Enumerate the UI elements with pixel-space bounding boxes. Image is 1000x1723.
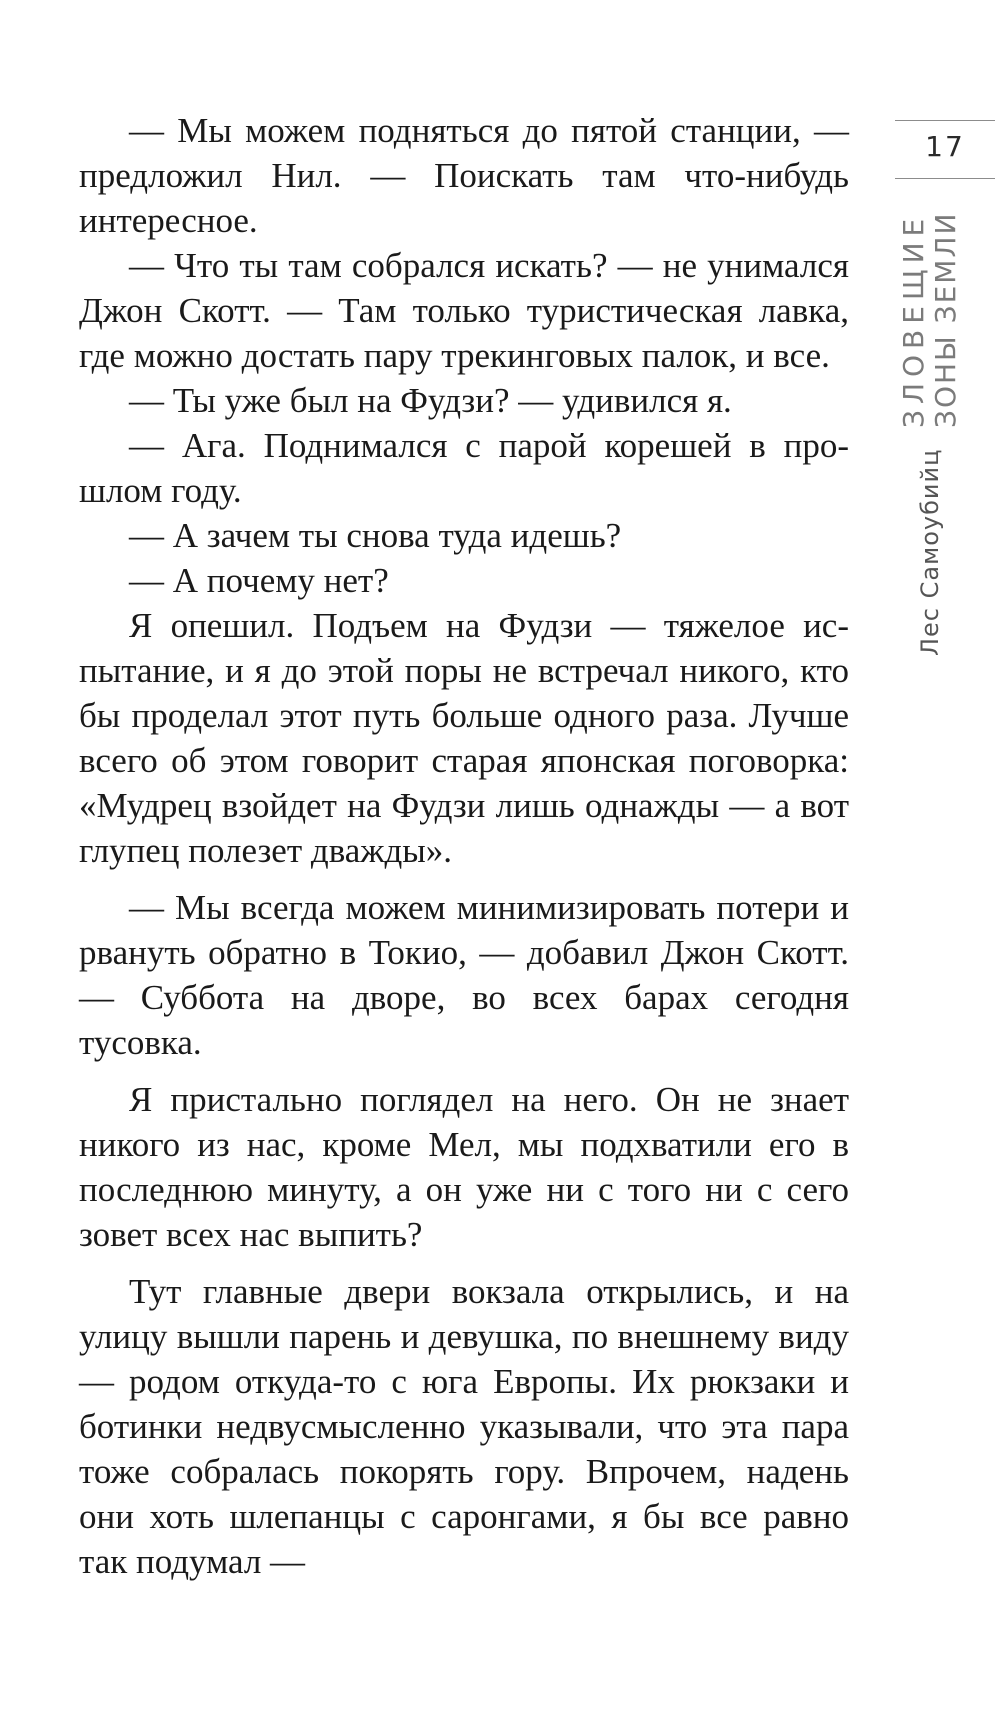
paragraph: Я опешил. Подъем на Фудзи — тяжелое испытание, и я до этой поры не встречал никого, кто бы проделал этот путь больше одного раза. Лучше всего об этом говорит старая японская поговорка: «Мудрец взойдет на Фудзи лишь однажды — а вот глупец полезет дважды». [79,606,849,870]
body-text [79,108,849,1584]
author-title: Лес Самоубийц [916,448,944,656]
page-number-rule-top [895,120,995,121]
paragraph: — Ты уже был на Фудзи? — удивился я. [129,381,732,420]
page-number-rule-bottom [895,178,995,179]
paragraph: Я пристально поглядел на него. Он не знает никого из нас, кроме Мел, мы подхватили его в последнюю минуту, а он уже ни с того ни с сего зовет всех нас выпить? [79,1080,849,1254]
paragraph: — А зачем ты снова туда идешь? [129,516,622,555]
paragraph: — Что ты там собрался искать? — не унимался Джон Скотт. — Там только туристическая лавка, где можно достать пару трекинговых палок, и все. [79,246,849,375]
paragraph: — Мы всегда можем минимизировать потери и рвануть обратно в Токио, — добавил Джон Скотт. — Суббота на дворе, во всех барах сегодня тусовка. [79,888,849,1062]
paragraph: — Мы можем подняться до пятой станции, — предложил Нил. — Поискать там что-нибудь интересное. [79,111,849,240]
paragraph: Тут главные двери вокзала открылись, и на улицу вышли парень и девушка, по внешнему виду — родом откуда-то с юга Европы. Их рюкзаки и ботинки недвусмысленно указывали, что эта пара тоже собралась покорять гору. Впрочем, надень они хоть шлепанцы с саронгами, я бы все равно так подумал — [79,1272,849,1581]
paragraph: — Ага. Поднимался с парой корешей в прошлом году. [79,426,849,510]
series-title-line1: ЗЛОВЕЩИЕ [897,212,930,428]
paragraph: — А почему нет? [129,561,389,600]
page-number: 17 [925,130,965,163]
series-title-line2: ЗОНЫ ЗЕМЛИ [929,211,962,428]
